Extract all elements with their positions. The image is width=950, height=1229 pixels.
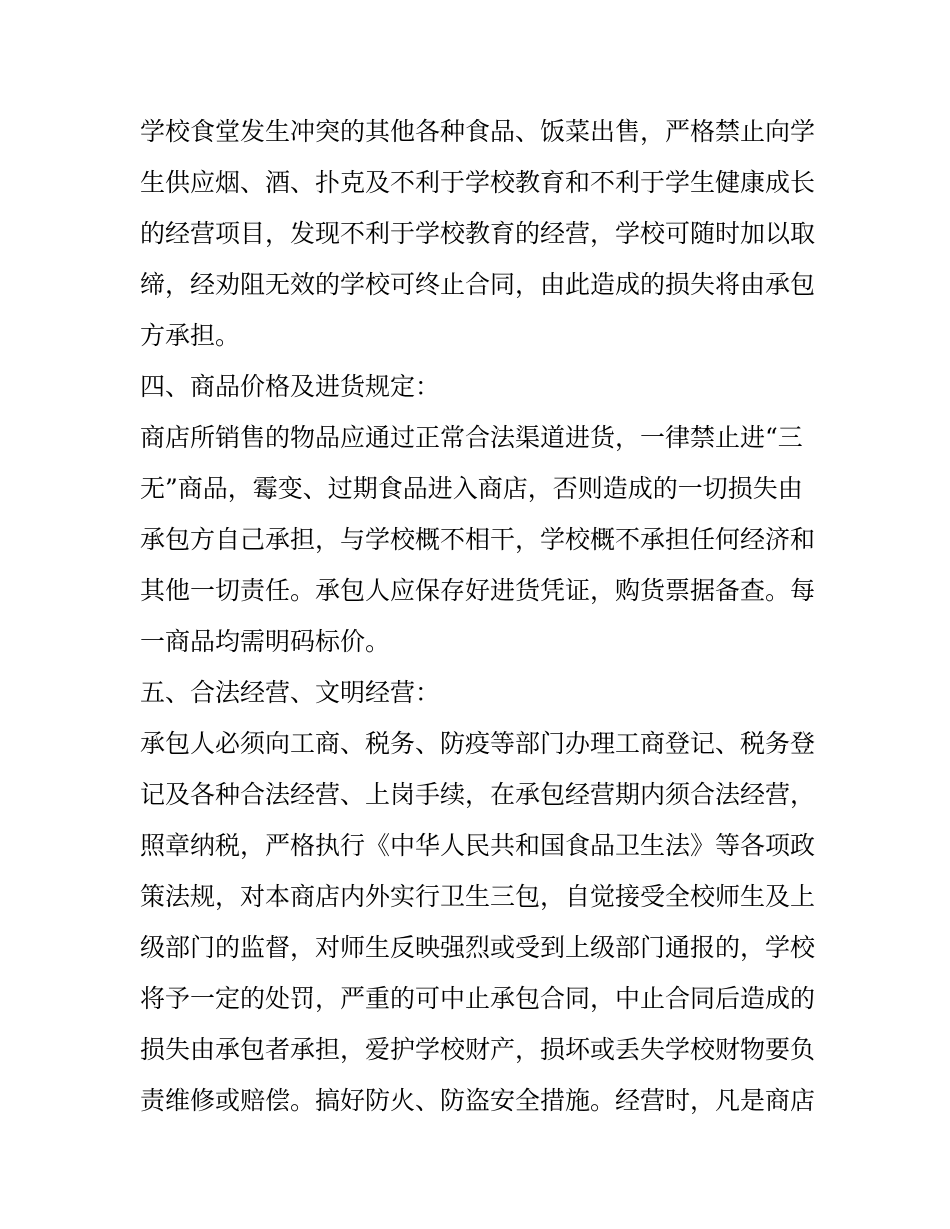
body-line-13: 承包人必须向工商、税务、防疫等部门办理工商登记、税务登	[140, 729, 816, 758]
section-heading-5: 五、合法经营、文明经营：	[140, 678, 441, 707]
body-line-2: 生供应烟、酒、扑克及不利于学校教育和不利于学生健康成长	[140, 168, 816, 197]
body-line-19: 损失由承包者承担，爱护学校财产，损坏或丢失学校财物要负	[140, 1035, 816, 1064]
body-line-15: 照章纳税，严格执行《中华人民共和国食品卫生法》等各项政	[140, 831, 816, 860]
body-line-14: 记及各种合法经营、上岗手续，在承包经营期内须合法经营，	[140, 780, 816, 809]
body-line-18: 将予一定的处罚，严重的可中止承包合同，中止合同后造成的	[140, 984, 816, 1013]
body-line-16: 策法规，对本商店内外实行卫生三包，自觉接受全校师生及上	[140, 882, 816, 911]
document-body	[140, 106, 820, 1126]
section-heading-4: 四、商品价格及进货规定：	[140, 372, 441, 401]
body-line-5: 方承担。	[140, 321, 241, 350]
body-line-17: 级部门的监督，对师生反映强烈或受到上级部门通报的，学校	[140, 933, 816, 962]
body-line-9: 承包方自己承担，与学校概不相干，学校概不承担任何经济和	[140, 525, 816, 554]
body-line-8: 无”商品，霉变、过期食品进入商店，否则造成的一切损失由	[140, 474, 803, 503]
body-line-20: 责维修或赔偿。搞好防火、防盗安全措施。经营时，凡是商店	[140, 1086, 816, 1115]
body-line-10: 其他一切责任。承包人应保存好进货凭证，购货票据备查。每	[140, 576, 816, 605]
body-line-11: 一商品均需明码标价。	[140, 627, 391, 656]
body-line-7: 商店所销售的物品应通过正常合法渠道进货，一律禁止进“三	[140, 423, 803, 452]
body-line-1: 学校食堂发生冲突的其他各种食品、饭菜出售，严格禁止向学	[140, 117, 816, 146]
body-line-4: 缔，经劝阻无效的学校可终止合同，由此造成的损失将由承包	[140, 270, 816, 299]
body-line-3: 的经营项目，发现不利于学校教育的经营，学校可随时加以取	[140, 219, 816, 248]
